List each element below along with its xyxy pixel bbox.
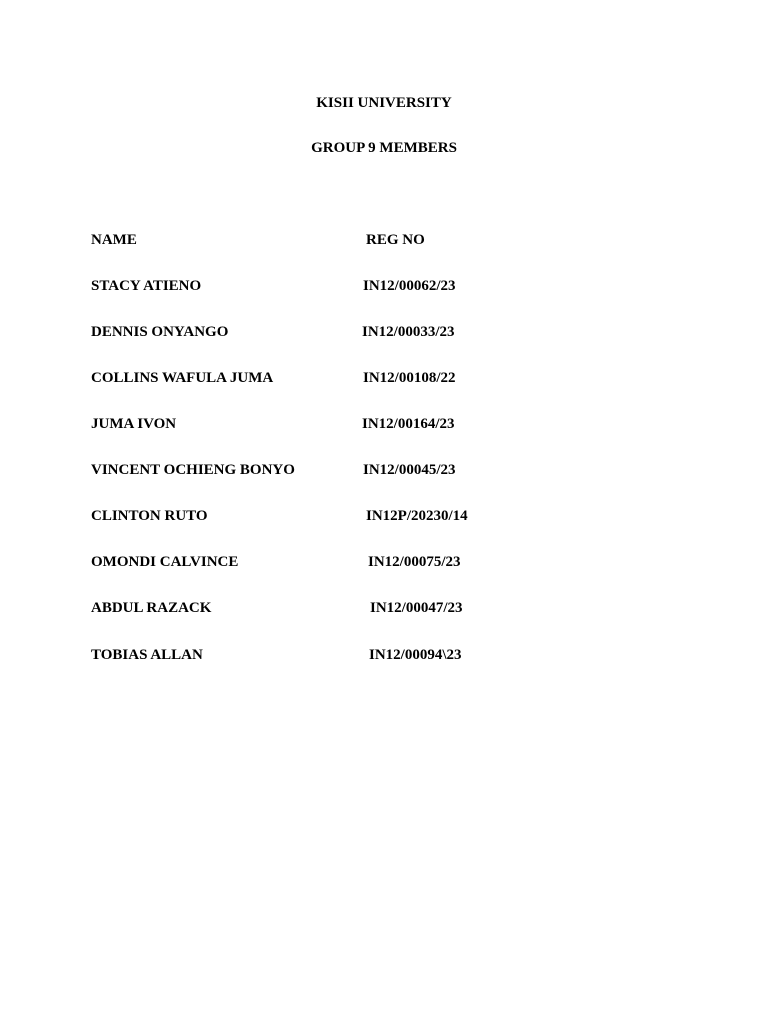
member-name: COLLINS WAFULA JUMA (91, 370, 274, 386)
member-name: JUMA IVON (91, 416, 177, 432)
member-name: DENNIS ONYANGO (91, 324, 229, 340)
member-reg-no: IN12/00047/23 (370, 600, 463, 616)
member-name: ABDUL RAZACK (91, 600, 212, 616)
member-name: OMONDI CALVINCE (91, 554, 239, 570)
member-reg-no: IN12P/20230/14 (366, 508, 468, 524)
member-reg-no: IN12/00094\23 (369, 647, 462, 663)
member-name: TOBIAS ALLAN (91, 647, 203, 663)
member-name: VINCENT OCHIENG BONYO (91, 462, 295, 478)
member-name: STACY ATIENO (91, 278, 202, 294)
name-column-header: NAME (91, 232, 137, 248)
member-reg-no: IN12/00062/23 (363, 278, 456, 294)
table-header-row (0, 231, 768, 249)
table-row (0, 369, 768, 387)
table-row (0, 323, 768, 341)
member-reg-no: IN12/00108/22 (363, 370, 456, 386)
member-name: CLINTON RUTO (91, 508, 208, 524)
table-row (0, 646, 768, 664)
reg-no-column-header: REG NO (366, 232, 425, 248)
member-reg-no: IN12/00045/23 (363, 462, 456, 478)
table-row (0, 415, 768, 433)
table-row (0, 553, 768, 571)
university-title: KISII UNIVERSITY (316, 95, 452, 111)
member-reg-no: IN12/00033/23 (362, 324, 455, 340)
member-reg-no: IN12/00075/23 (368, 554, 461, 570)
table-row (0, 277, 768, 295)
table-row (0, 461, 768, 479)
table-row (0, 507, 768, 525)
member-reg-no: IN12/00164/23 (362, 416, 455, 432)
group-title: GROUP 9 MEMBERS (311, 140, 457, 156)
table-row (0, 599, 768, 617)
